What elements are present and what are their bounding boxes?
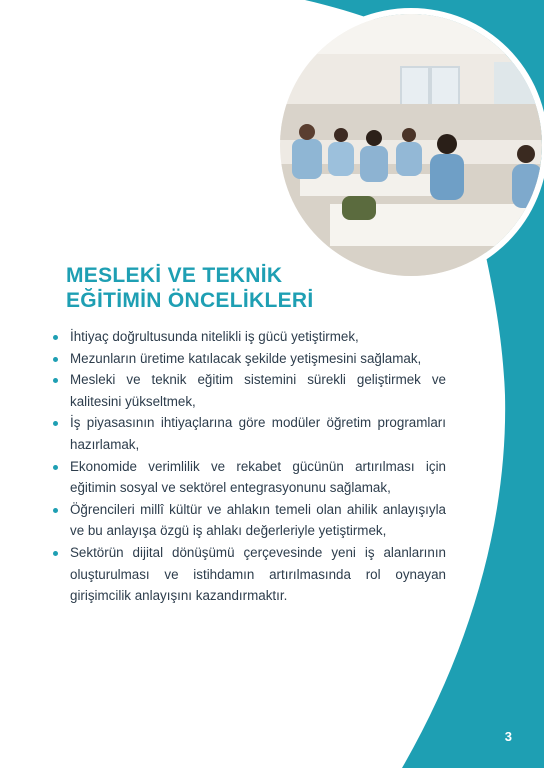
list-item — [50, 456, 446, 499]
classroom-photo — [280, 14, 542, 276]
bullet-icon — [53, 465, 58, 470]
list-item-text: İş piyasasının ihtiyaçlarına göre modüler öğretim programları hazırlamak, — [70, 415, 446, 452]
list-item — [50, 499, 446, 542]
list-item — [50, 412, 446, 455]
list-item — [50, 542, 446, 607]
list-item-text: Mezunların üretime katılacak şekilde yetişmesini sağlamak, — [70, 350, 422, 366]
title-line-1: MESLEKİ VE TEKNİK — [66, 264, 283, 287]
title-line-2: EĞİTİMİN ÖNCELİKLERİ — [66, 289, 314, 312]
list-item-text: Mesleki ve teknik eğitim sistemini sürekli geliştirmek ve kalitesini yükseltmek, — [70, 372, 446, 409]
list-item — [50, 326, 446, 348]
bullet-icon — [53, 508, 58, 513]
page-number: 3 — [504, 729, 512, 744]
bullet-icon — [53, 357, 58, 362]
list-item-text: İhtiyaç doğrultusunda nitelikli iş gücü yetiştirmek, — [70, 329, 359, 344]
list-item-text: Sektörün dijital dönüşümü çerçevesinde yeni iş alanlarının oluşturulması ve istihdamın artırılmasında rol oynayan girişimcilik anlayışını kazandırmaktır. — [70, 544, 446, 604]
bullet-icon — [53, 335, 58, 340]
list-item — [50, 369, 446, 412]
bullet-icon — [53, 421, 58, 426]
list-item — [50, 348, 446, 370]
bullet-icon — [53, 378, 58, 383]
list-item-text: Ekonomide verimlilik ve rekabet gücünün artırılması için eğitimin sosyal ve sektörel entegrasyonunu sağlamak, — [70, 458, 446, 496]
priorities-list — [50, 326, 446, 607]
page-title — [66, 263, 314, 313]
bullet-icon — [53, 551, 58, 556]
list-item-text: Öğrencileri millî kültür ve ahlakın temeli olan ahilik anlayışıyla ve bu anlayışa özgü iş ahlakı değerleriyle yetiştirmek, — [70, 501, 446, 539]
